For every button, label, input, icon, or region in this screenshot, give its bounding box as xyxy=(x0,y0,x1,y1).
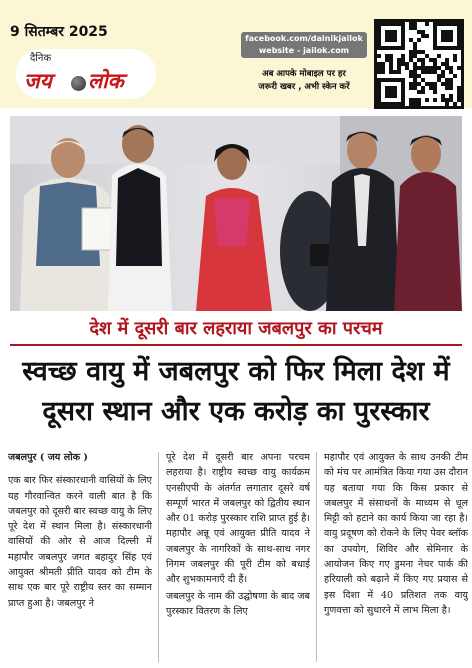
award-ceremony-photo xyxy=(10,116,462,311)
globe-icon xyxy=(71,76,86,91)
article-column-1 xyxy=(8,450,152,664)
photo-graphic xyxy=(10,116,462,311)
tagline-line-2: जरूरी खबर , अभी स्केन करें xyxy=(258,82,350,92)
web-links-box[interactable] xyxy=(241,32,367,58)
qr-code-graphic xyxy=(377,22,461,106)
kicker-divider xyxy=(10,344,462,346)
column-3-paragraph: महापौर एवं आयुक्त के साथ उनकी टीम को मंच पर आमंत्रित किया गया उस दौरान यह बताया गया कि किस प्रकार से जबलपुर में संसाधनों के माध्यम से धूल मिट्टी को हटाने का कार्य किया जा रहा है। वायु प्रदूषण को रोकने के लिए पेवर ब्लॉक का उपयोग, शिविर और सेमिनार के आयोजन किए गए डुमना नेचर पार्क की हरियाली को बढ़ाने में किए गए प्रयास से इस दिशा में 40 प्रतिशत तक वायु गुणवत्ता को सुधारने में लाभ मिला है। xyxy=(324,452,468,616)
qr-code-icon[interactable] xyxy=(374,19,464,109)
issue-date: 9 सितम्बर 2025 xyxy=(10,24,108,40)
column-1-paragraph: एक बार फिर संस्कारधानी वासियों के लिए यह गौरवान्वित करने वाली बात है कि जबलपुर को दूसरी बार स्वच्छ वायु के लिए पूरे देश में स्थान मिला है। संस्कारधानी वासियों की ओर से आज दिल्ली में महापौर जबलपुर जगत बहादुर सिंह एवं आयुक्त श्रीमती प्रीति यादव को टीम के साथ एक बार पूरे राष्ट्रीय स्तर का सम्मान प्राप्त हुआ है। जबलपुर ने xyxy=(8,475,152,609)
column-2-paragraph-2: जबलपुर के नाम की उद्घोषणा के बाद जब पुरस्कार वितरण के लिए xyxy=(166,590,310,617)
main-headline: स्वच्छ वायु में जबलपुर को फिर मिला देश में दूसरा स्थान और एक करोड़ का पुरस्कार xyxy=(22,356,450,427)
logo-word-lok: लोक xyxy=(88,69,124,93)
column-2-paragraph-1: पूरे देश में दूसरी बार अपना परचम लहराया है। राष्ट्रीय स्वच्छ वायु कार्यक्रम एनसीएपी के अंतर्गत लगातार दूसरे वर्ष सम्पूर्ण भारत में जबलपुर को द्वितीय स्थान और 01 करोड़ पुरस्कार राशि प्राप्त हुई है। महापौर अन्नू एवं आयुक्त प्रीति यादव ने जबलपुर के नागरिकों के साथ-साथ नगर निगम जबलपुर की पूरी टीम को बधाई और शुभकामनाएँ दी हैं। xyxy=(166,452,310,586)
facebook-link[interactable]: facebook.com/dainikjailok xyxy=(245,34,363,43)
logo-subtitle: दैनिक xyxy=(30,53,52,64)
tagline-line-1: अब आपके मोबाइल पर हर xyxy=(262,69,346,79)
column-divider xyxy=(158,452,159,662)
article-column-3 xyxy=(324,450,468,664)
masthead xyxy=(0,0,472,108)
dateline: जबलपुर ( जय लोक ) xyxy=(8,452,88,463)
website-link[interactable]: website - jailok.com xyxy=(258,46,350,55)
logo-word-jay: जय xyxy=(24,69,52,93)
column-divider xyxy=(316,452,317,662)
scan-tagline xyxy=(236,68,372,94)
article-column-2 xyxy=(166,450,310,664)
kicker-headline: देश में दूसरी बार लहराया जबलपुर का परचम xyxy=(89,318,383,339)
